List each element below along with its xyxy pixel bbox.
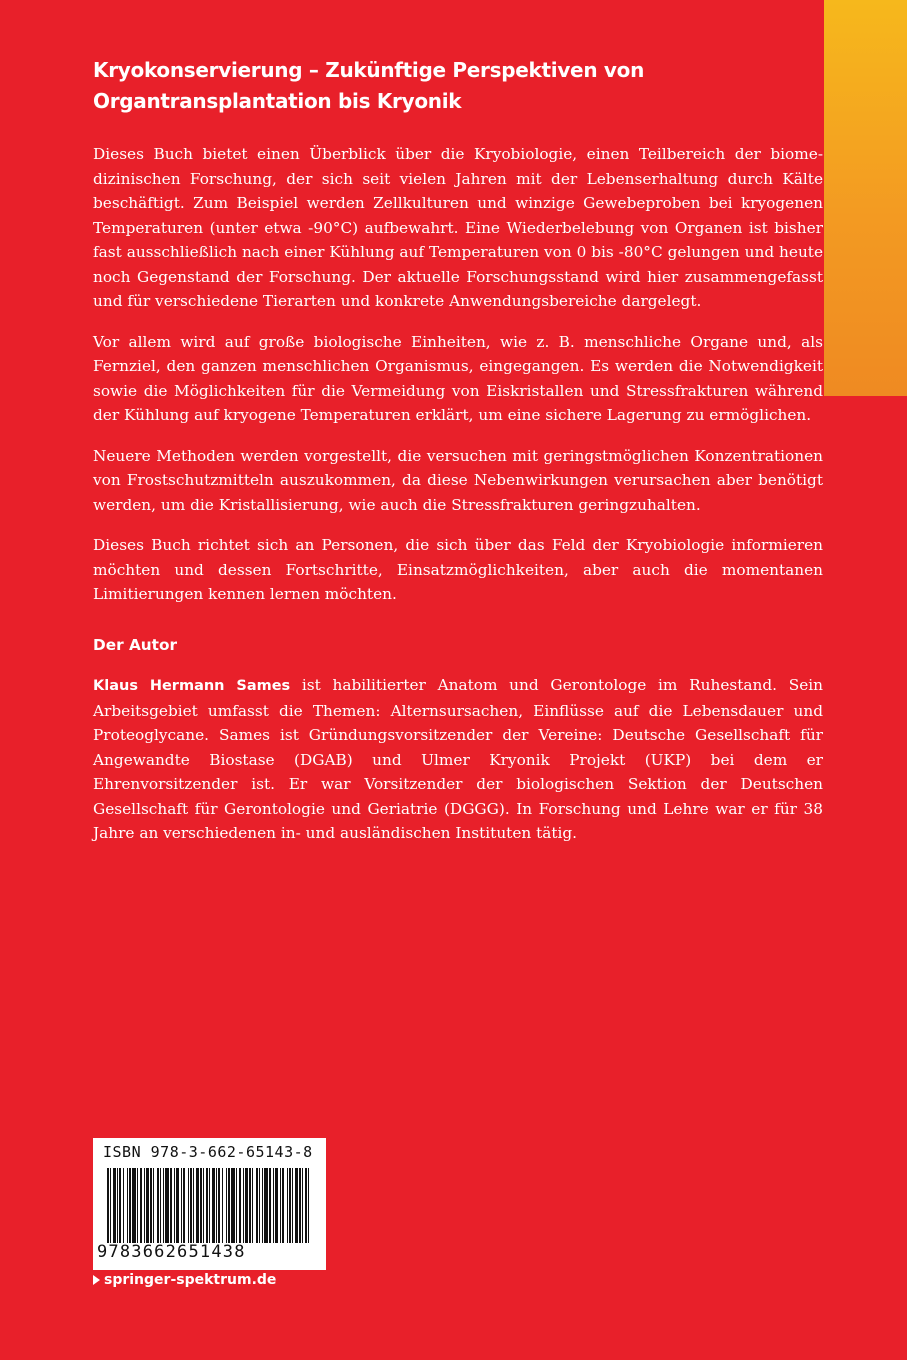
isbn-label: ISBN 978-3-662-65143-8 (103, 1143, 313, 1161)
paragraph-1: Dieses Buch bietet einen Überblick über die Kryobiologie, einen Teilbereich der biomedizinischen Forschung, der sich seit vielen Jahren mit der Lebenserhaltung durch Kälte beschäftigt. Zum Beispiel werden Zellkulturen und winzige Gewebeproben bei kryogenen Temperaturen (unter etwa -90°C) aufbewahrt. Eine Wiederbelebung von Organen ist bisher fast ausschließlich nach einer Kühlung auf Temperaturen von 0 bis -80°C gelungen und heute noch Gegenstand der Forschung. Der aktuelle Forschungsstand wird hier zusammengefasst und für verschiedene Tierarten und konkrete Anwendungsbereiche dargelegt. (93, 145, 823, 310)
paragraph-3: Neuere Methoden werden vorgestellt, die versuchen mit geringstmöglichen Konzentrationen von Frostschutzmitteln auszukommen, da diese Nebenwirkungen verursachen aber benötigt werden, um die Kristallisierung, wie auch die Stressfrakturen geringzuhalten. (93, 446, 823, 514)
book-title (93, 55, 793, 117)
author-heading: Der Autor (93, 635, 178, 654)
arrow-right-icon (93, 1275, 100, 1285)
isbn-barcode (93, 1138, 326, 1270)
author-section (93, 633, 823, 846)
accent-strip (824, 0, 907, 396)
author-bio-text: ist habilitierter Anatom und Gerontologe im Ruhestand. Sein Arbeitsgebiet umfasst die Themen: Alternsursachen, Einflüsse auf die Lebensdauer und Proteoglycane. Sames ist Gründungsvorsitzender der Vereine: Deutsche Gesellschaft für Angewandte Biostase (DGAB) und Ulmer Kryonik Projekt (UKP) bei dem er Ehrenvorsitzender ist. Er war Vorsitzender der biologischen Sektion der Deutschen Gesellschaft für Gerontologie und Geriatrie (DGGG). In Forschung und Lehre war er für 38 Jahre an verschiedenen in- und ausländischen Instituten tätig. (93, 676, 823, 842)
barcode-bars (107, 1168, 313, 1243)
author-name: Klaus Hermann Sames (93, 678, 291, 694)
barcode-digits: 9783662651438 (97, 1242, 246, 1262)
publisher-url: springer-spektrum.de (104, 1272, 277, 1288)
publisher-link[interactable] (93, 1272, 276, 1288)
paragraph-4: Dieses Buch richtet sich an Personen, die sich über das Feld der Kryobiologie informieren möchten und dessen Fortschritte, Einsatzmöglichkeiten, aber auch die momentanen Limitierungen kennen lernen möchten. (93, 536, 823, 603)
paragraph-2: Vor allem wird auf große biologische Einheiten, wie z. B. menschliche Organe und, als Fernziel, den ganzen menschlichen Organismus, eingegangen. Es werden die Notwendigkeit sowie die Möglichkeiten für die Vermeidung von Eiskristallen und Stressfrakturen während der Kühlung auf kryogene Temperaturen erklärt, um eine sichere Lagerung zu ermöglichen. (93, 332, 823, 424)
title-line-2: Organtransplantation bis Kryonik (93, 89, 462, 113)
author-bio (93, 673, 823, 846)
title-line-1: Kryokonservierung – Zukünftige Perspektiven von (93, 58, 645, 82)
blurb (93, 142, 823, 862)
